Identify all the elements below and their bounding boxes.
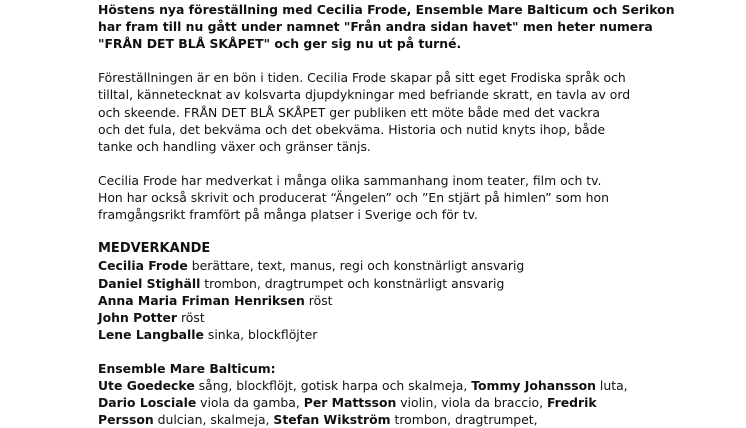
credit-role: röst bbox=[304, 292, 333, 308]
paragraph-gap bbox=[98, 52, 698, 69]
ensemble-member-name: Fredrik bbox=[547, 395, 597, 411]
bio-line-3: framgångsrikt framfört på många platser i Sverige och för tv. bbox=[98, 207, 478, 223]
credit-name: Cecilia Frode bbox=[98, 258, 188, 274]
ensemble-member-name: Dario Losciale bbox=[98, 395, 197, 411]
credit-name: Daniel Stighäll bbox=[98, 275, 201, 291]
document-body bbox=[98, 1, 698, 428]
description-line-1: Föreställningen är en bön i tiden. Cecilia Frode skapar på sitt eget Frodiska språk och bbox=[98, 70, 626, 86]
ensemble-member-role: dulcian, skalmeja, bbox=[153, 412, 274, 428]
credit-line bbox=[98, 257, 698, 274]
credits-heading: MEDVERKANDE bbox=[98, 241, 211, 257]
ensemble-member-role: viola da gamba, bbox=[196, 395, 304, 411]
intro-line-3: "FRÅN DET BLÅ SKÅPET" och ger sig nu ut på turné. bbox=[98, 36, 462, 52]
description-line-5: tanke och handling växer och gränser tänjs. bbox=[98, 138, 371, 154]
ensemble-member-name: Tommy Johansson bbox=[471, 378, 596, 394]
credit-role: berättare, text, manus, regi och konstnärligt ansvarig bbox=[187, 258, 525, 274]
credit-role: trombon, dragtrumpet och konstnärligt ansvarig bbox=[200, 275, 505, 291]
ensemble-member-role: violin, viola da braccio, bbox=[396, 395, 547, 411]
description-line-3: och skeende. FRÅN DET BLÅ SKÅPET ger publiken ett möte både med det vackra bbox=[98, 104, 600, 120]
credit-line bbox=[98, 292, 698, 309]
intro-line-1: Höstens nya föreställning med Cecilia Frode, Ensemble Mare Balticum och Serikon bbox=[98, 2, 675, 17]
ensemble-line-3 bbox=[98, 411, 698, 428]
ensemble-member-role: trombon, dragtrumpet, bbox=[390, 412, 538, 428]
ensemble-member-name: Stefan Wikström bbox=[273, 412, 391, 428]
ensemble-line-1 bbox=[98, 377, 698, 394]
credit-role: röst bbox=[177, 309, 205, 325]
paragraph-gap bbox=[98, 155, 698, 172]
ensemble-member-role: luta, bbox=[595, 378, 628, 394]
bio-line-1: Cecilia Frode har medverkat i många olika sammanhang inom teater, film och tv. bbox=[98, 172, 602, 188]
ensemble-member-name: Persson bbox=[98, 412, 154, 428]
credit-line bbox=[98, 326, 698, 343]
credit-name: Lene Langballe bbox=[98, 326, 204, 342]
intro-line-2: har fram till nu gått under namnet "Från andra sidan havet" men heter numera bbox=[98, 19, 653, 35]
paragraph-gap bbox=[98, 223, 698, 240]
credit-name: Anna Maria Friman Henriksen bbox=[98, 292, 305, 308]
credit-line bbox=[98, 275, 698, 292]
description-line-4: och det fula, det bekväma och det obekväma. Historia och nutid knyts ihop, både bbox=[98, 121, 606, 137]
ensemble-member-role: sång, blockflöjt, gotisk harpa och skalmeja, bbox=[194, 378, 472, 394]
paragraph-gap bbox=[98, 343, 698, 360]
credit-name: John Potter bbox=[98, 309, 178, 325]
credit-line bbox=[98, 309, 698, 326]
credit-role: sinka, blockflöjter bbox=[203, 326, 318, 342]
ensemble-title: Ensemble Mare Balticum: bbox=[98, 360, 276, 376]
ensemble-member-name: Per Mattsson bbox=[303, 395, 397, 411]
bio-line-2: Hon har också skrivit och producerat “Ängelen” och ”En stjärt på himlen” som hon bbox=[98, 190, 609, 206]
ensemble-member-name: Ute Goedecke bbox=[98, 378, 195, 394]
description-line-2: tilltal, kännetecknat av kolsvarta djupdykningar med befriande skratt, en tavla av ord bbox=[98, 87, 631, 103]
ensemble-line-2 bbox=[98, 394, 698, 411]
